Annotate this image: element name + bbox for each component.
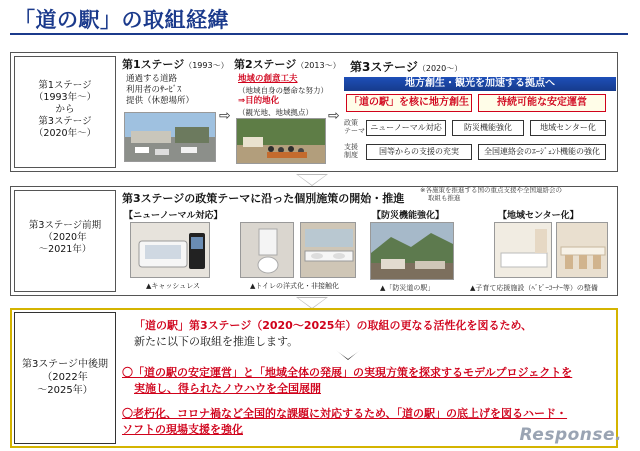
support-system-label: 支援 制度 [344,143,358,159]
support-liaison: 全国連絡会のｴｰｼﾞｪﾝﾄ機能の強化 [478,144,606,160]
stage3-banner: 地方創生・観光を加速する拠点へ [344,77,616,91]
toilet-photo-1 [240,222,294,278]
down-arrow-3 [336,350,360,360]
page-title: 「道の駅」の取組経緯 [14,8,229,32]
regional-revitalization-box: 「道の駅」を核に地方創生 [346,94,472,112]
stage2-to-stage3-arrow: ⇨ [328,108,340,124]
nursery-photo-2 [556,222,608,278]
early-stage3-note: ※各施策を推進する国の重点支援や全国連絡会の 取組も推進 [420,186,562,202]
caption-toilet: ▲トイレの洋式化・非接触化 [250,282,340,290]
caption-cashless: ▲キャッシュレス [146,282,201,290]
stage2-description: 地域の創意工夫 （地域自身の懸命な努力） ⇒目的地化 （観光地、地域拠点） [238,74,328,117]
stage1-to-stage2-arrow: ⇨ [219,108,231,124]
model-project-paragraph: 〇「道の駅の安定運営」と「地域全体の発展」の実現方策を探求するモデルプロジェクトを 実施し、得られたノウハウを全国展開 [122,366,573,395]
stage1-heading: 第1ステージ（1993～） [122,58,229,71]
down-arrow-1 [296,174,328,186]
disaster-station-photo [370,222,454,280]
stage2-photo [236,118,326,164]
response-logo: Response. [519,425,622,445]
support-national: 国等からの支援の充実 [366,144,472,160]
nursery-photo-1 [494,222,552,278]
title-rule [10,33,628,35]
field-support-paragraph: 〇老朽化、コロナ禍など全国的な課題に対応するため、「道の駅」の底上げを図るハード・ ソフトの現場支援を強化 [122,407,568,436]
toilet-photo-2 [300,222,356,278]
stage2-heading: 第2ステージ（2013～） [234,58,341,71]
policy-theme-label: 政策 テーマ [344,119,365,135]
stage3-heading: 第3ステージ（2020～） [350,60,463,74]
early-stage3-side-label: 第3ステージ前期 （2020年 ～2021年） [28,220,102,255]
intro-paragraph: 「道の駅」第3ステージ（2020～2025年）の取組の更なる活性化を図るため、 新たに以下の取組を推進します。 [134,319,533,348]
stage1-photo [124,112,216,162]
early-stage3-heading: 第3ステージの政策テーマに沿った個別施策の開始・推進 [122,192,405,205]
caption-disaster: ▲「防災道の駅」 [380,284,435,292]
category-regional-center: 【地域センター化】 [498,211,579,221]
category-new-normal: 【ニューノーマル対応】 [124,211,223,221]
stage-overview-side-label: 第1ステージ （1993年～） から 第3ステージ （2020年～） [33,80,97,139]
policy-regional-center: 地域センター化 [530,120,606,136]
stage1-description: 通過する道路 利用者のｻｰﾋﾞｽ 提供（休憩場所） [126,74,195,106]
cashless-photo [130,222,210,278]
category-disaster: 【防災機能強化】 [372,211,445,221]
mid-late-stage3-side-label: 第3ステージ中後期 （2022年 ～2025年） [22,359,108,396]
policy-disaster-prevention: 防災機能強化 [452,120,524,136]
caption-nursery: ▲子育て応援施設（ﾍﾞﾋﾞｰｺｰﾅｰ等）の整備 [470,284,598,292]
policy-new-normal: ニューノーマル対応 [366,120,446,136]
stable-operation-box: 持続可能な安定運営 [478,94,606,112]
